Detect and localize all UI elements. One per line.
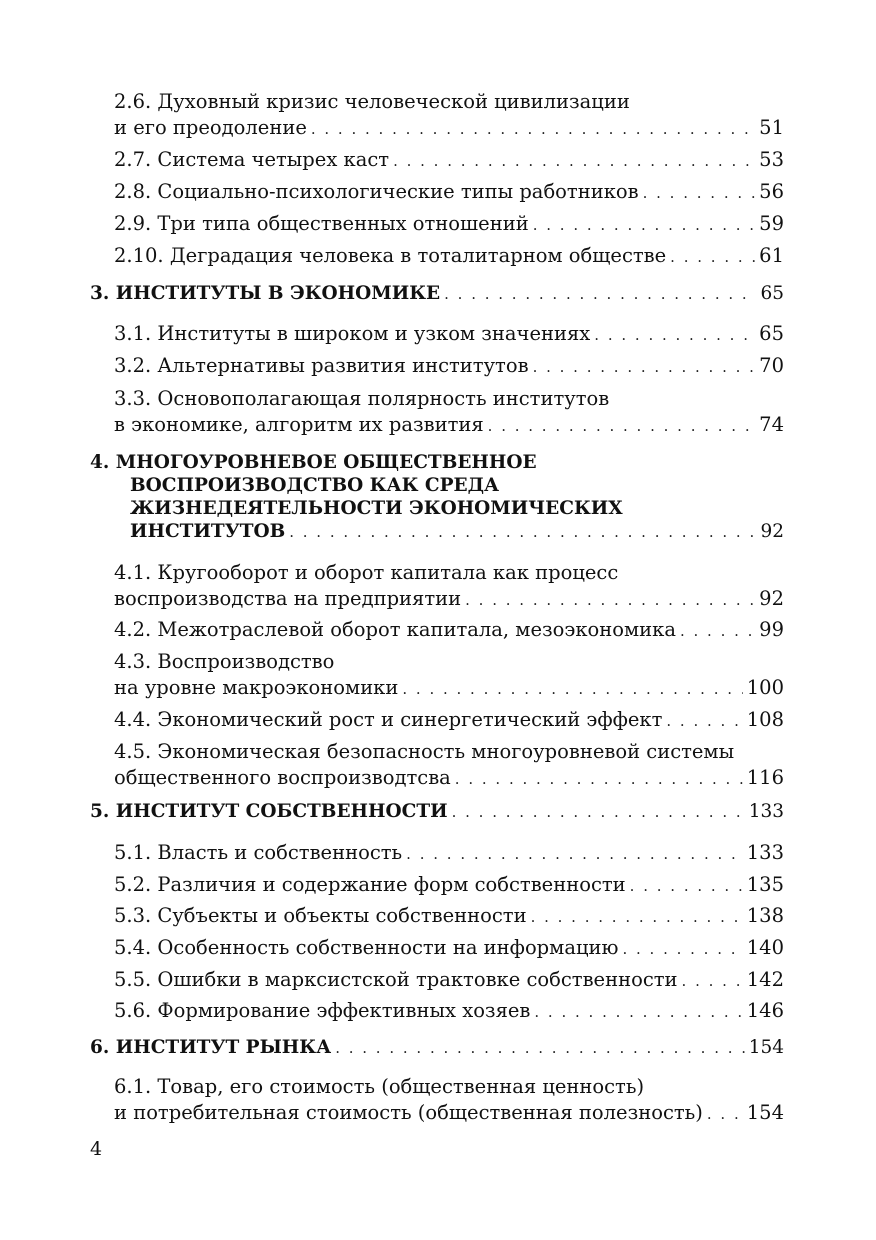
leader-dots	[406, 842, 743, 866]
toc-entry-title: 4.2. Межотраслевой оборот капитала, мезоэкономика	[114, 618, 676, 641]
leader-dots	[402, 677, 742, 701]
toc-page-number: 92	[759, 587, 784, 610]
toc-entry-4-2	[114, 618, 784, 642]
toc-entry-title: и потребительная стоимость (общественная полезность)	[114, 1101, 703, 1124]
leader-dots	[465, 588, 755, 612]
leader-dots	[289, 520, 756, 544]
toc-entry-title: 5.4. Особенность собственности на информацию	[114, 936, 619, 959]
toc-page-number: 56	[759, 180, 784, 203]
toc-entry-title: 4.4. Экономический рост и синергетический эффект	[114, 708, 663, 731]
toc-entry-title: и его преодоление	[114, 116, 307, 139]
toc-page-number: 51	[759, 116, 784, 139]
toc-entry-4-1-line1: 4.1. Кругооборот и оборот капитала как процесс	[114, 561, 619, 584]
toc-page-number: 100	[746, 676, 784, 699]
toc-page-number: 154	[746, 1101, 784, 1124]
toc-chapter-title: ИНСТИТУТОВ	[130, 521, 286, 542]
toc-page-number: 140	[746, 936, 784, 959]
toc-page-number: 133	[746, 841, 784, 864]
leader-dots	[680, 619, 755, 643]
leader-dots	[630, 874, 743, 898]
leader-dots	[533, 213, 755, 237]
leader-dots	[643, 181, 756, 205]
toc-entry-title: на уровне макроэкономики	[114, 676, 399, 699]
toc-entry-6-1-line1: 6.1. Товар, его стоимость (общественная ценность)	[114, 1075, 645, 1098]
toc-page-number: 65	[760, 283, 784, 304]
toc-page-number: 59	[759, 212, 784, 235]
toc-entry-title: 2.8. Социально-психологические типы работников	[114, 180, 639, 203]
leader-dots	[707, 1102, 743, 1126]
toc-page-number: 61	[759, 244, 784, 267]
leader-dots	[488, 414, 756, 438]
leader-dots	[622, 937, 742, 961]
toc-entry-title: в экономике, алгоритм их развития	[114, 413, 484, 436]
leader-dots	[311, 117, 755, 141]
leader-dots	[531, 905, 743, 929]
toc-chapter-4	[130, 520, 784, 544]
toc-entry-4-4	[114, 708, 784, 732]
page-number-footer: 4	[90, 1138, 103, 1160]
toc-entry-4-3	[114, 676, 784, 700]
toc-page-number: 53	[759, 148, 784, 171]
toc-entry-4-1	[114, 587, 784, 611]
toc-entry-title: 3.1. Институты в широком и узком значениях	[114, 322, 591, 345]
leader-dots	[533, 355, 756, 379]
leader-dots	[682, 969, 743, 993]
toc-page-number: 142	[746, 968, 784, 991]
toc-entry-title: 2.9. Три типа общественных отношений	[114, 212, 529, 235]
toc-chapter-3	[90, 282, 784, 306]
leader-dots	[393, 149, 755, 173]
toc-entry-5-1	[114, 841, 784, 865]
toc-entry-5-6	[114, 999, 784, 1023]
toc-entry-3-3	[114, 413, 784, 437]
leader-dots	[335, 1036, 745, 1060]
leader-dots	[534, 1000, 742, 1024]
toc-entry-4-5-line1: 4.5. Экономическая безопасность многоуровневой системы	[114, 740, 735, 763]
toc-entry-3-3-line1: 3.3. Основополагающая полярность институтов	[114, 387, 610, 410]
toc-chapter-4-line3: ЖИЗНЕДЕЯТЕЛЬНОСТИ ЭКОНОМИЧЕСКИХ	[130, 498, 623, 519]
leader-dots	[594, 323, 755, 347]
toc-page-number: 74	[759, 413, 784, 436]
toc-entry-title: общественного воспроизводтсва	[114, 766, 451, 789]
toc-chapter-4-line2: ВОСПРОИЗВОДСТВО КАК СРЕДА	[130, 475, 500, 496]
toc-page-number: 99	[759, 618, 784, 641]
toc-entry-3-2	[114, 354, 784, 378]
toc-entry-2-6	[114, 116, 784, 140]
toc-entry-2-7	[114, 148, 784, 172]
toc-entry-5-3	[114, 904, 784, 928]
toc-chapter-title: 6. ИНСТИТУТ РЫНКА	[90, 1037, 332, 1058]
toc-page-number: 92	[760, 521, 784, 542]
toc-entry-2-9	[114, 212, 784, 236]
toc-page-number: 108	[746, 708, 784, 731]
toc-entry-title: 2.10. Деградация человека в тоталитарном обществе	[114, 244, 667, 267]
toc-page-number: 116	[746, 766, 784, 789]
toc-entry-5-2	[114, 873, 784, 897]
toc-entry-3-1	[114, 322, 784, 346]
toc-page-number: 138	[746, 904, 784, 927]
leader-dots	[666, 709, 742, 733]
toc-entry-title: 5.3. Субъекты и объекты собственности	[114, 904, 527, 927]
toc-page-number: 65	[759, 322, 784, 345]
toc-entry-title: 5.2. Различия и содержание форм собственности	[114, 873, 626, 896]
toc-entry-5-4	[114, 936, 784, 960]
toc-entry-title: 2.7. Система четырех каст	[114, 148, 390, 171]
toc-chapter-title: 3. ИНСТИТУТЫ В ЭКОНОМИКЕ	[90, 283, 441, 304]
toc-entry-6-1	[114, 1101, 784, 1125]
leader-dots	[455, 767, 743, 791]
leader-dots	[452, 800, 745, 824]
toc-entry-2-10	[114, 244, 784, 268]
toc-entry-title: 3.2. Альтернативы развития институтов	[114, 354, 529, 377]
leader-dots	[444, 282, 756, 306]
toc-entry-title: 5.5. Ошибки в марксистской трактовке собственности	[114, 968, 678, 991]
toc-entry-5-5	[114, 968, 784, 992]
toc-entry-2-8	[114, 180, 784, 204]
toc-entry-4-5	[114, 766, 784, 790]
toc-page-number: 154	[748, 1037, 784, 1058]
toc-entry-title: воспроизводства на предприятии	[114, 587, 462, 610]
toc-chapter-title: 5. ИНСТИТУТ СОБСТВЕННОСТИ	[90, 801, 448, 822]
toc-entry-4-3-line1: 4.3. Воспроизводство	[114, 650, 335, 673]
toc-entry-title: 5.6. Формирование эффективных хозяев	[114, 999, 531, 1022]
toc-entry-title: 5.1. Власть и собственность	[114, 841, 403, 864]
toc-chapter-5	[90, 800, 784, 824]
toc-chapter-6	[90, 1036, 784, 1060]
toc-page-number: 70	[759, 354, 784, 377]
toc-chapter-4-line1: 4. МНОГОУРОВНЕВОЕ ОБЩЕСТВЕННОЕ	[90, 452, 537, 473]
toc-page-number: 133	[748, 801, 784, 822]
toc-page-number: 135	[746, 873, 784, 896]
toc-page-number: 146	[746, 999, 784, 1022]
leader-dots	[670, 245, 755, 269]
toc-entry-2-6-line1: 2.6. Духовный кризис человеческой цивилизации	[114, 90, 630, 113]
